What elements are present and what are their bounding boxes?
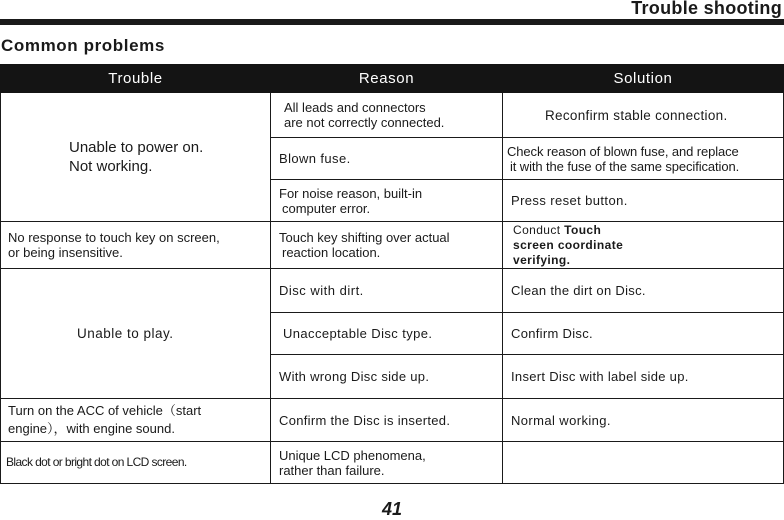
reason-line: are not correctly connected.: [284, 115, 445, 130]
trouble-play-cell: Unable to play.: [1, 269, 271, 399]
solution-cell: Insert Disc with label side up.: [503, 355, 784, 399]
reason-line: Touch key shifting over actual: [279, 230, 450, 245]
reason-cell: [271, 442, 503, 484]
trouble-power-line2: Not working.: [69, 158, 153, 175]
solution-cell: Reconfirm stable connection.: [503, 93, 784, 138]
table-row: [1, 442, 784, 484]
trouble-table: [0, 64, 784, 484]
table-row: [1, 399, 784, 442]
reason-line: computer error.: [282, 200, 371, 216]
solution-touch-cell: [503, 222, 784, 269]
trouble-acc-cell: [1, 399, 271, 442]
solution-line: verifying.: [513, 253, 571, 267]
reason-cell: [271, 93, 503, 138]
solution-prefix: Conduct: [513, 223, 561, 237]
table-row: [1, 222, 784, 269]
solution-line: it with the fuse of the same specification.: [510, 158, 740, 174]
table-row: [1, 269, 784, 313]
reason-cell: Unacceptable Disc type.: [271, 313, 503, 355]
solution-cell: [503, 138, 784, 180]
trouble-touch-cell: [1, 222, 271, 269]
trouble-lcd-cell: Black dot or bright dot on LCD screen.: [1, 442, 271, 484]
reason-cell: With wrong Disc side up.: [271, 355, 503, 399]
page-number: 41: [381, 499, 403, 519]
reason-cell: Confirm the Disc is inserted.: [271, 399, 503, 442]
trouble-power-cell: [1, 93, 271, 222]
header-rule: [0, 19, 784, 25]
solution-line: screen coordinate: [513, 238, 624, 252]
reason-cell: Blown fuse.: [271, 138, 503, 180]
solution-cell-empty: [503, 442, 784, 484]
trouble-line: Turn on the ACC of vehicle（start: [8, 403, 202, 418]
reason-cell: Disc with dirt.: [271, 269, 503, 313]
solution-cell: Press reset button.: [503, 180, 784, 222]
reason-line: reaction location.: [282, 245, 381, 260]
section-title: Common problems: [1, 36, 165, 55]
table-header-row: [1, 65, 784, 93]
reason-line: All leads and connectors: [284, 100, 426, 115]
table-row: [1, 93, 784, 138]
solution-line: [513, 222, 775, 238]
trouble-line: No response to touch key on screen,: [8, 230, 220, 245]
solution-cell: Confirm Disc.: [503, 313, 784, 355]
solution-bold: Touch: [564, 223, 602, 237]
solution-line: Check reason of blown fuse, and replace: [507, 143, 739, 159]
header-reason: Reason: [271, 65, 503, 93]
reason-line: Unique LCD phenomena,: [279, 447, 426, 463]
reason-line: For noise reason, built-in: [279, 185, 423, 201]
reason-cell: [271, 222, 503, 269]
solution-cell: Clean the dirt on Disc.: [503, 269, 784, 313]
header-solution: Solution: [503, 65, 784, 93]
reason-line: rather than failure.: [279, 462, 385, 478]
trouble-line: engine），with engine sound.: [8, 421, 175, 436]
header-trouble: Trouble: [1, 65, 271, 93]
solution-cell: Normal working.: [503, 399, 784, 442]
trouble-line: or being insensitive.: [8, 245, 123, 260]
reason-cell: [271, 180, 503, 222]
trouble-power-line1: Unable to power on.: [69, 139, 204, 156]
page-header-title: Trouble shooting: [625, 0, 782, 19]
